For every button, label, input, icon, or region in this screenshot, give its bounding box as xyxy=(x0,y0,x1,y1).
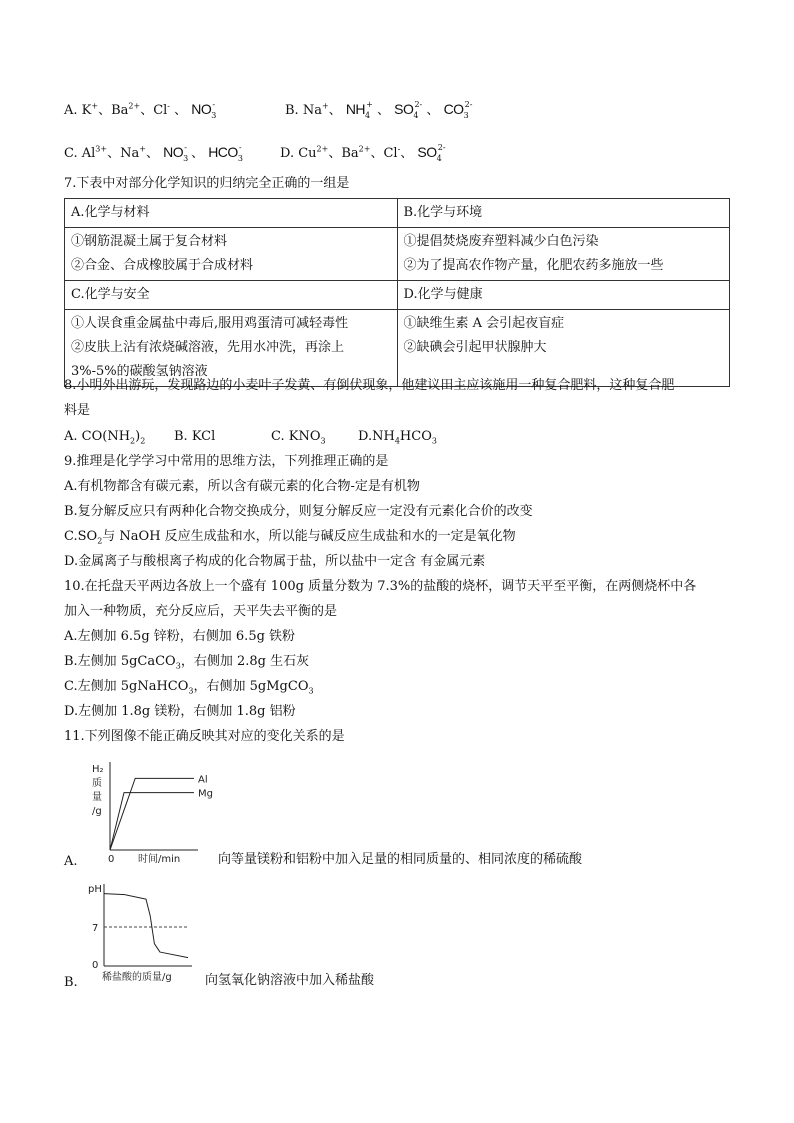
q9-option-c xyxy=(64,528,516,546)
cell-c-line-2: ②皮肤上沾有浓烧碱溶液，先用水冲洗，再涂上 xyxy=(71,340,345,355)
cell-b-line-2: ②为了提高农作物产量，化肥农药多施放一些 xyxy=(403,258,664,273)
q6-b-text: 、 xyxy=(376,103,390,118)
ion-base: NO xyxy=(191,101,212,117)
ion-base: SO xyxy=(394,101,414,117)
ion-base: CO xyxy=(443,101,464,117)
q6-c-text: 、 xyxy=(191,146,205,161)
cell-c-head: C.化学与安全 xyxy=(65,281,398,310)
q6-d-text: 、 xyxy=(400,146,414,161)
ammonium-ion xyxy=(346,101,373,118)
y-axis-label: 量 xyxy=(92,792,102,803)
q10-option-c xyxy=(64,678,314,696)
text: ) xyxy=(135,429,141,444)
carbonate-ion xyxy=(444,101,473,118)
sup: 3+ xyxy=(95,144,108,154)
x-axis-label: 时间/min xyxy=(138,854,181,864)
q6-a-text: 、 xyxy=(170,103,188,118)
y-axis-label: /g xyxy=(92,806,102,817)
cell-b-body xyxy=(397,228,730,281)
ion-base: HCO xyxy=(208,144,238,160)
q10-option-a: A.左侧加 6.5g 锌粉，右侧加 6.5g 铁粉 xyxy=(64,629,296,644)
cell-a-line-1: ①钢筋混凝土属于复合材料 xyxy=(71,234,228,249)
chart-h2-mass-vs-time xyxy=(88,758,214,864)
bicarbonate-ion xyxy=(208,144,241,161)
text: A. CO(NH xyxy=(64,429,131,444)
cell-d-head: D.化学与健康 xyxy=(397,281,730,310)
q10-option-b xyxy=(64,653,309,671)
y-axis-label: 质 xyxy=(92,778,102,789)
ion-sup: - xyxy=(184,143,187,152)
sup: 2+ xyxy=(358,144,371,154)
q11-option-a-desc: 向等量镁粉和铝粉中加入足量的相同质量的、相同浓度的稀硫酸 xyxy=(218,852,583,867)
q8-option-c xyxy=(271,428,358,446)
origin-label: 0 xyxy=(108,854,115,864)
sub: 3 xyxy=(320,436,326,446)
sup: - xyxy=(397,144,401,154)
series-line-mg xyxy=(110,793,194,850)
ion-sub: 3 xyxy=(463,111,469,120)
series-line-al xyxy=(110,778,194,850)
ion-sup: - xyxy=(212,100,216,109)
ion-sub: 3 xyxy=(237,154,243,163)
sup: + xyxy=(91,101,99,111)
series-label-al: Al xyxy=(198,774,208,786)
q6-d-label: D. Cu xyxy=(280,146,317,161)
q9-option-b: B.复分解反应只有两种化合物交换成分，则复分解反应一定没有元素化合价的改变 xyxy=(64,504,533,519)
text: B.左侧加 5gCaCO xyxy=(64,654,176,669)
ion-base: NO xyxy=(163,144,184,160)
q6-b-text: 、 xyxy=(426,103,440,118)
sulfate-ion xyxy=(394,101,422,118)
ph-7-tick-label: 7 xyxy=(92,923,99,934)
q9-option-a: A.有机物都含有碳元素，所以含有碳元素的化合物-定是有机物 xyxy=(64,479,420,494)
sub: 4 xyxy=(394,436,400,446)
q11-option-a-label: A. xyxy=(64,854,78,869)
q9-option-d: D.金属离子与酸根离子构成的化合物属于盐，所以盐中一定含 有金属元素 xyxy=(64,554,486,569)
cell-a-body xyxy=(65,228,398,281)
q8-stem-line-2: 料是 xyxy=(64,403,91,418)
text: ，右侧加 5gMgCO xyxy=(193,679,309,694)
cell-c-line-1: ①人误食重金属盐中毒后,服用鸡蛋清可减轻毒性 xyxy=(71,316,349,331)
text: 与 NaOH 反应生成盐和水，所以能与碱反应生成盐和水的一定是氧化物 xyxy=(102,529,516,544)
text: C. KNO xyxy=(271,429,321,444)
series-line-ph xyxy=(104,894,188,958)
sub: 2 xyxy=(130,436,136,446)
q8-options xyxy=(64,428,437,446)
q6-b-label: B. Na xyxy=(285,103,322,118)
knowledge-table xyxy=(64,198,730,387)
cell-d-line-1: ①缺维生素 A 会引起夜盲症 xyxy=(403,316,565,331)
sub: 3 xyxy=(175,661,181,671)
sup: 2+ xyxy=(128,101,141,111)
q10-stem-line-2: 加入一种物质，充分反应后，天平失去平衡的是 xyxy=(64,604,338,619)
text: C.SO xyxy=(64,529,98,544)
sulfate-ion xyxy=(417,144,445,161)
sub: 3 xyxy=(308,686,314,696)
q6-option-d xyxy=(280,142,446,161)
y-axis-label: pH xyxy=(88,884,102,895)
sup: - xyxy=(167,101,170,111)
sup: + xyxy=(321,101,329,111)
nitrate-ion xyxy=(191,101,215,118)
ion-sub: 4 xyxy=(436,154,442,163)
sup: + xyxy=(139,144,146,154)
cell-d-line-2: ②缺碘会引起甲状腺肿大 xyxy=(403,340,547,355)
q6-a-text: 、Ba xyxy=(98,103,129,118)
ion-sub: 3 xyxy=(183,154,189,163)
q6-d-text: 、Ba xyxy=(328,146,359,161)
text: C.左侧加 5gNaHCO xyxy=(64,679,189,694)
text: ，右侧加 2.8g 生石灰 xyxy=(180,654,310,669)
q6-a-label: A. K xyxy=(64,103,92,118)
text: HCO xyxy=(399,429,432,444)
text: D.NH xyxy=(358,429,395,444)
q11-option-b-label: B. xyxy=(64,975,78,990)
y-axis-label: H₂ xyxy=(92,764,104,775)
q10-stem-line-1: 10.在托盘天平两边各放上一个盛有 100g 质量分数为 7.3%的盐酸的烧杯，调节天平至平衡，在两侧烧杯中各 xyxy=(64,579,697,594)
q6-c-text: 、 xyxy=(145,146,159,161)
cell-a-head: A.化学与材料 xyxy=(65,199,398,228)
ion-sup: 2- xyxy=(414,100,423,109)
q10-option-d: D.左侧加 1.8g 镁粉，右侧加 1.8g 铝粉 xyxy=(64,704,296,719)
ion-base: NH xyxy=(345,101,366,117)
q6-a-text: 、Cl xyxy=(140,103,168,118)
ion-sub: 4 xyxy=(413,111,419,120)
nitrate-ion xyxy=(163,144,187,161)
q6-option-b xyxy=(285,99,472,118)
cell-c-line-3: 3%-5%的碳酸氢钠溶液 xyxy=(71,364,208,379)
q8-stem-line-1: 8.小明外出游玩，发现路边的小麦叶子发黄、有倒伏现象，他建议田主应该施用一种复合肥料，这种复合肥 xyxy=(64,378,675,393)
sub: 2 xyxy=(140,436,146,446)
x-axis-label: 稀盐酸的质量/g xyxy=(102,972,172,983)
q8-option-b: B. KCl xyxy=(174,429,216,444)
cell-d-body xyxy=(397,310,730,387)
sub: 3 xyxy=(188,686,194,696)
q6-b-text: 、 xyxy=(328,103,342,118)
q6-option-a xyxy=(64,99,215,118)
q6-c-label: C. Al xyxy=(64,146,96,161)
q6-c-text: 、Na xyxy=(107,146,140,161)
sub: 3 xyxy=(431,436,437,446)
q7-stem: 7.下表中对部分化学知识的归纳完全正确的一组是 xyxy=(64,176,350,191)
origin-label: 0 xyxy=(92,960,99,971)
q9-stem: 9.推理是化学学习中常用的思维方法，下列推理正确的是 xyxy=(64,454,389,469)
q8-option-a xyxy=(64,428,174,446)
cell-a-line-2: ②合金、合成橡胶属于合成材料 xyxy=(71,258,254,273)
ion-sup: - xyxy=(238,143,242,152)
q6-d-text: 、Cl xyxy=(370,146,398,161)
series-label-mg: Mg xyxy=(198,788,213,800)
cell-c-body xyxy=(65,310,398,387)
ion-sup: 2- xyxy=(464,100,473,109)
sup: 2+ xyxy=(316,144,329,154)
chart-ph-vs-hcl-mass xyxy=(88,880,204,984)
cell-b-line-1: ①提倡焚烧废弃塑料减少白色污染 xyxy=(403,234,599,249)
q8-option-d xyxy=(358,429,437,444)
q11-stem: 11.下列图像不能正确反映其对应的变化关系的是 xyxy=(64,729,345,744)
q11-option-b-desc: 向氢氧化钠溶液中加入稀盐酸 xyxy=(205,973,375,988)
cell-b-head: B.化学与环境 xyxy=(397,199,730,228)
ion-sup: + xyxy=(366,100,373,109)
ion-base: SO xyxy=(417,144,437,160)
ion-sub: 4 xyxy=(365,111,371,120)
sub: 2 xyxy=(97,536,103,546)
ion-sup: 2- xyxy=(437,143,446,152)
q6-option-c xyxy=(64,142,242,161)
ion-sub: 3 xyxy=(211,111,217,120)
